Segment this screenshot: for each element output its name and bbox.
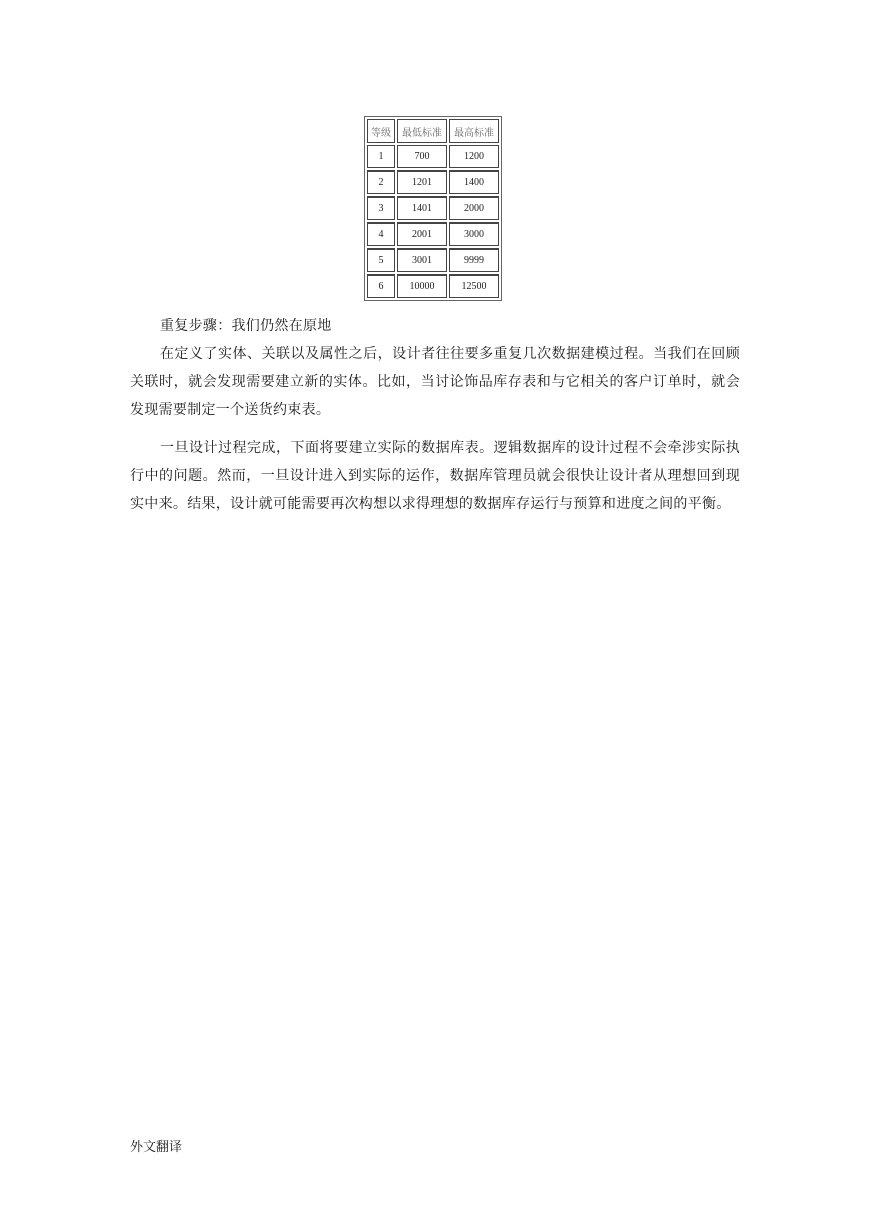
cell-min: 1201: [397, 170, 447, 194]
table-row: [367, 170, 499, 194]
body-paragraph: 一旦设计过程完成，下面将要建立实际的数据库表。逻辑数据库的设计过程不会牵涉实际执行中的问题。然而，一旦设计进入到实际的运作，数据库管理员就会很快让设计者从理想回到现实中来。结果，设计就可能需要再次构想以求得理想的数据库存运行与预算和进度之间的平衡。: [130, 440, 740, 512]
table-row: [367, 274, 499, 298]
cell-max: 9999: [449, 248, 499, 272]
table-row: [367, 196, 499, 220]
section-heading: 重复步骤：我们仍然在原地: [160, 318, 332, 334]
cell-grade: 4: [367, 222, 395, 246]
cell-min: 2001: [397, 222, 447, 246]
table-row: [367, 222, 499, 246]
header-min-standard: 最低标准: [397, 119, 447, 143]
cell-max: 2000: [449, 196, 499, 220]
cell-min: 3001: [397, 248, 447, 272]
cell-max: 12500: [449, 274, 499, 298]
body-paragraph: 在定义了实体、关联以及属性之后，设计者往往要多重复几次数据建模过程。当我们在回顾关联时，就会发现需要建立新的实体。比如，当讨论饰品库存表和与它相关的客户订单时，就会发现需要制定一个送货约束表。: [130, 346, 740, 418]
header-grade: 等级: [367, 119, 395, 143]
cell-grade: 1: [367, 145, 395, 168]
table-header-row: [367, 119, 499, 143]
cell-max: 3000: [449, 222, 499, 246]
table-row: [367, 145, 499, 168]
table-row: [367, 248, 499, 272]
header-max-standard: 最高标准: [449, 119, 499, 143]
footer-label: 外文翻译: [130, 1140, 183, 1155]
grade-standard-table: [364, 116, 502, 301]
cell-grade: 3: [367, 196, 395, 220]
cell-min: 1401: [397, 196, 447, 220]
cell-min: 10000: [397, 274, 447, 298]
cell-grade: 6: [367, 274, 395, 298]
cell-grade: 5: [367, 248, 395, 272]
cell-grade: 2: [367, 170, 395, 194]
cell-min: 700: [397, 145, 447, 168]
cell-max: 1200: [449, 145, 499, 168]
cell-max: 1400: [449, 170, 499, 194]
